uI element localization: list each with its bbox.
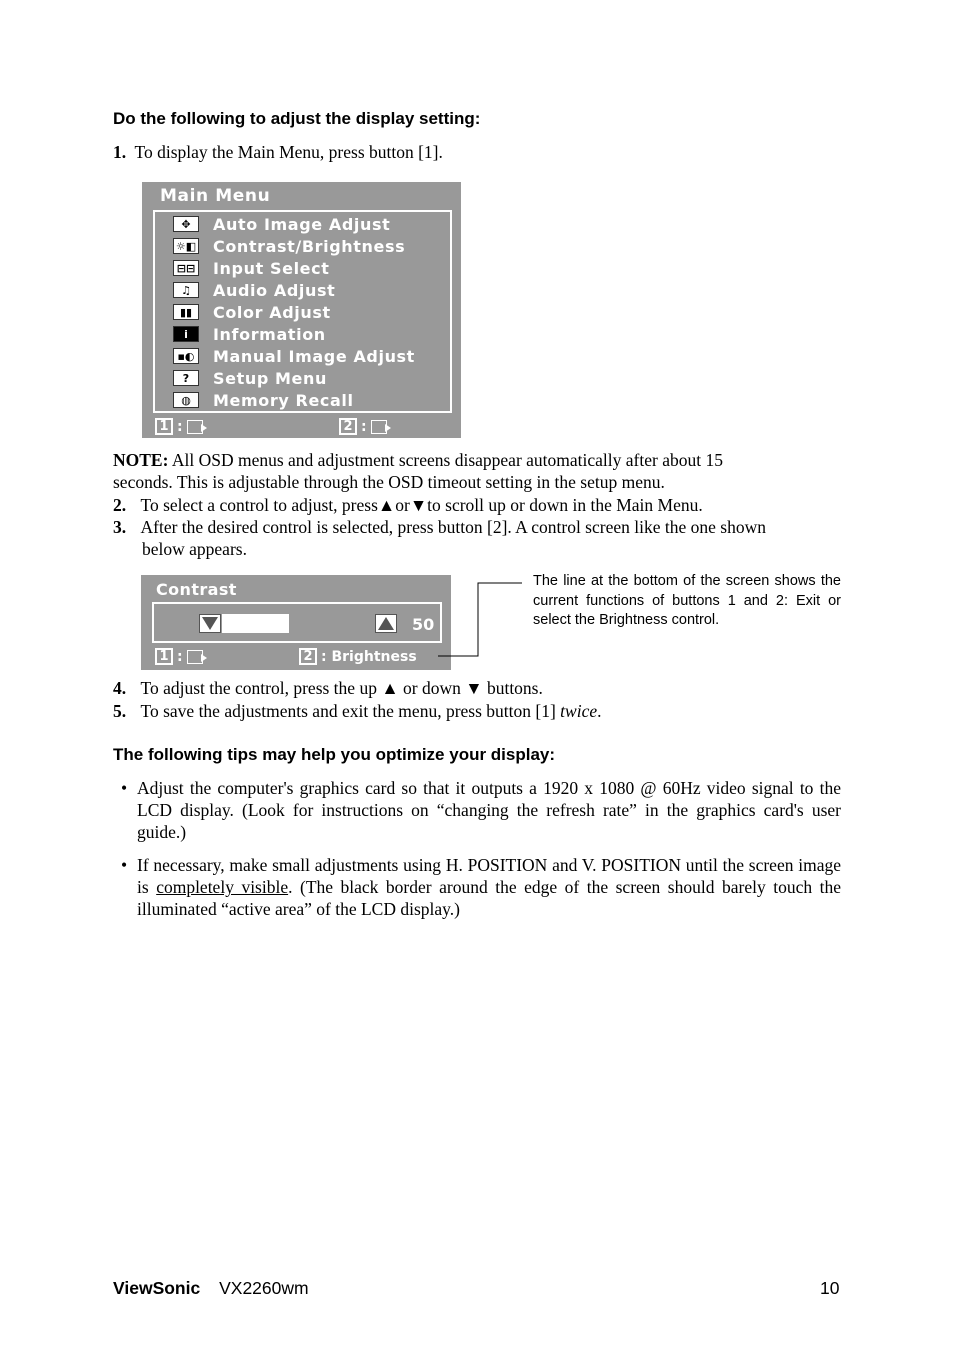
note-line-1 xyxy=(113,449,723,471)
brightness-label: : Brightness xyxy=(321,648,417,665)
key-colon: : xyxy=(177,648,183,665)
up-arrow-icon xyxy=(378,617,394,630)
step-text: To adjust the control, press the up xyxy=(140,678,382,698)
tip-text: Adjust the computer's graphics card so that it outputs a 1920 x 1080 @ 60Hz video signal to the LCD display. (Look for instructions on “changing the refresh rate” in the graphics card's user guide.) xyxy=(137,778,841,842)
section-heading-adjust: Do the following to adjust the display setting: xyxy=(113,109,481,128)
up-arrow-button xyxy=(375,614,397,633)
menu-item-information xyxy=(173,324,326,344)
menu-item-manual-image-adjust xyxy=(173,346,415,366)
step-number: 3. xyxy=(113,517,127,537)
button-2-key: 2 xyxy=(339,418,357,435)
osd-contrast-screen xyxy=(141,575,451,670)
step-text: to scroll up or down in the Main Menu. xyxy=(427,495,703,515)
contrast-brightness-icon: ☼◧ xyxy=(173,238,199,254)
osd-main-menu xyxy=(142,182,461,438)
down-arrow-icon: ▼ xyxy=(409,495,428,515)
tip-2 xyxy=(113,854,841,920)
step-3 xyxy=(113,516,766,538)
menu-item-label: Contrast/Brightness xyxy=(213,236,406,256)
key-colon: : xyxy=(177,418,183,435)
contrast-level-fill xyxy=(222,614,289,633)
note-line-2: seconds. This is adjustable through the OSD timeout setting in the setup menu. xyxy=(113,472,665,492)
manual-adjust-icon: ▪◐ xyxy=(173,348,199,364)
note-label: NOTE: xyxy=(113,450,169,470)
step-text: To display the Main Menu, press button [1]. xyxy=(134,142,443,162)
step-1 xyxy=(113,141,443,163)
button-1-key: 1 xyxy=(155,418,173,435)
step-emphasis: twice xyxy=(560,701,598,721)
osd-key1-hint xyxy=(155,648,203,665)
step-3-line-2: below appears. xyxy=(142,539,247,559)
button-2-key: 2 xyxy=(299,648,317,665)
question-icon: ? xyxy=(173,370,199,386)
callout-leader-line xyxy=(430,575,530,665)
step-text: To select a control to adjust, press xyxy=(140,495,378,515)
osd-main-menu-title: Main Menu xyxy=(160,186,271,206)
footer-brand: ViewSonic xyxy=(113,1278,201,1298)
step-number: 5. xyxy=(113,701,127,721)
menu-item-label: Manual Image Adjust xyxy=(213,346,415,366)
tip-1 xyxy=(113,777,841,843)
step-number: 4. xyxy=(113,678,127,698)
contrast-value: 50 xyxy=(412,615,435,634)
step-5 xyxy=(113,700,601,722)
memory-recall-icon: ◍ xyxy=(173,392,199,408)
exit-icon xyxy=(187,650,203,664)
button-1-key: 1 xyxy=(155,648,173,665)
osd-key2-hint xyxy=(299,648,417,665)
menu-item-label: Memory Recall xyxy=(213,390,354,410)
down-arrow-icon: ▼ xyxy=(465,678,483,698)
step-text: . xyxy=(597,701,602,721)
menu-item-color-adjust xyxy=(173,302,331,322)
step-2 xyxy=(113,494,703,516)
input-select-icon: ⊟⊟ xyxy=(173,260,199,276)
osd-menu-frame xyxy=(153,210,452,413)
menu-item-auto-image-adjust xyxy=(173,214,390,234)
menu-item-label: Color Adjust xyxy=(213,302,331,322)
step-number: 2. xyxy=(113,495,127,515)
note-text: All OSD menus and adjustment screens disappear automatically after about 15 xyxy=(168,450,723,470)
step-number: 1. xyxy=(113,142,127,162)
bullet: • xyxy=(121,778,128,798)
step-text-or: or xyxy=(395,495,410,515)
down-arrow-button xyxy=(199,614,221,633)
osd-contrast-frame xyxy=(152,602,442,643)
menu-item-label: Information xyxy=(213,324,326,344)
menu-item-input-select xyxy=(173,258,329,278)
exit-icon xyxy=(187,420,203,434)
tip-text xyxy=(137,854,841,920)
tip-text-part: . (The black border around the edge of the screen should barely touch the illuminated “active area” of the LCD display.) xyxy=(137,877,841,919)
menu-item-contrast-brightness xyxy=(173,236,405,256)
auto-adjust-icon: ✥ xyxy=(173,216,199,232)
osd-contrast-title: Contrast xyxy=(156,580,237,599)
up-arrow-icon: ▲ xyxy=(377,495,396,515)
footer-model: VX2260wm xyxy=(219,1278,309,1298)
info-icon: i xyxy=(173,326,199,342)
contrast-level-bar xyxy=(222,614,375,633)
enter-icon xyxy=(371,420,387,434)
menu-item-setup-menu xyxy=(173,368,327,388)
menu-item-memory-recall xyxy=(173,390,354,410)
step-text: To save the adjustments and exit the menu, press button [1] xyxy=(140,701,561,721)
down-arrow-icon xyxy=(202,617,218,630)
footer-brand-model xyxy=(113,1278,309,1299)
menu-item-label: Input Select xyxy=(213,258,330,278)
up-arrow-icon: ▲ xyxy=(381,678,399,698)
osd-key2-hint xyxy=(339,418,387,435)
tip-underlined-text: completely visible xyxy=(156,877,289,897)
tip-text-part: If necessary, make small adjustments using H. POSITION and V. POSITION until the screen image is xyxy=(137,855,841,897)
osd-key1-hint xyxy=(155,418,203,435)
bullet: • xyxy=(121,855,128,875)
step-text: or down xyxy=(398,678,466,698)
callout-text: The line at the bottom of the screen shows the current functions of buttons 1 and 2: Exit or select the Brightness control. xyxy=(533,573,841,628)
page-number: 10 xyxy=(820,1278,840,1298)
step-4 xyxy=(113,677,543,699)
color-icon: ▮▮ xyxy=(173,304,199,320)
menu-item-label: Setup Menu xyxy=(213,368,327,388)
section-heading-tips: The following tips may help you optimize your display: xyxy=(113,745,556,764)
menu-item-audio-adjust xyxy=(173,280,335,300)
step-text: buttons. xyxy=(482,678,543,698)
key-colon: : xyxy=(361,418,367,435)
step-text: After the desired control is selected, press button [2]. A control screen like the one shown xyxy=(140,517,766,537)
menu-item-label: Audio Adjust xyxy=(213,280,336,300)
audio-icon: ♫ xyxy=(173,282,199,298)
menu-item-label: Auto Image Adjust xyxy=(213,214,391,234)
